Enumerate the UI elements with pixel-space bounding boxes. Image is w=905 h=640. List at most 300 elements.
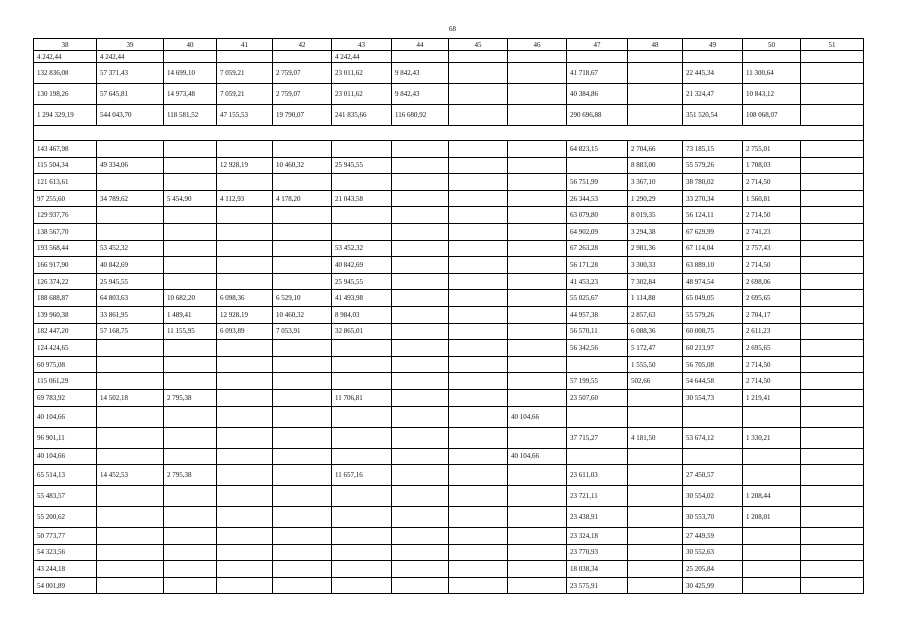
table-cell: 41 718,67 — [567, 63, 628, 84]
table-cell — [392, 157, 449, 174]
table-row — [34, 240, 864, 257]
table-cell — [508, 257, 567, 274]
table-cell — [628, 406, 683, 427]
table-row — [34, 389, 864, 406]
table-cell — [164, 427, 217, 448]
table-row — [34, 561, 864, 578]
table-cell: 502,66 — [628, 373, 683, 390]
table-cell: 9 842,43 — [392, 63, 449, 84]
table-cell — [508, 157, 567, 174]
table-cell: 8 019,35 — [628, 207, 683, 224]
table-cell: 25 945,55 — [332, 157, 392, 174]
table-cell: 2 714,50 — [743, 174, 801, 191]
table-cell — [508, 63, 567, 84]
table-cell: 8 984,03 — [332, 306, 392, 323]
table-cell — [508, 465, 567, 486]
table-cell: 2 695,65 — [743, 340, 801, 357]
table-cell — [449, 577, 508, 594]
table-cell: 38 780,02 — [683, 174, 743, 191]
table-cell — [801, 389, 864, 406]
table-cell: 56 570,11 — [567, 323, 628, 340]
table-row — [34, 577, 864, 594]
table-cell — [332, 577, 392, 594]
table-cell: 1 489,41 — [164, 306, 217, 323]
table-cell — [743, 577, 801, 594]
table-cell — [164, 528, 217, 545]
table-cell — [332, 223, 392, 240]
table-cell: 4 178,20 — [273, 190, 332, 207]
table-cell: 30 554,02 — [683, 486, 743, 507]
table-cell — [392, 174, 449, 191]
table-cell: 2 714,50 — [743, 356, 801, 373]
table-cell — [273, 356, 332, 373]
table-cell — [332, 141, 392, 158]
table-cell — [273, 427, 332, 448]
table-cell — [449, 340, 508, 357]
table-cell — [801, 105, 864, 126]
table-cell — [449, 373, 508, 390]
table-cell — [273, 486, 332, 507]
table-cell — [801, 207, 864, 224]
table-cell — [97, 356, 164, 373]
table-cell — [628, 51, 683, 63]
table-cell — [449, 273, 508, 290]
table-cell — [743, 528, 801, 545]
table-cell: 60 975,08 — [34, 356, 97, 373]
table-cell: 63 889,10 — [683, 257, 743, 274]
table-row — [34, 486, 864, 507]
table-cell — [567, 51, 628, 63]
table-cell: 166 917,90 — [34, 257, 97, 274]
table-cell — [449, 389, 508, 406]
column-header: 51 — [801, 39, 864, 51]
table-cell — [273, 141, 332, 158]
table-cell — [392, 528, 449, 545]
table-cell — [683, 448, 743, 465]
table-cell: 23 011,62 — [332, 63, 392, 84]
table-cell: 25 205,84 — [683, 561, 743, 578]
table-cell: 56 171,28 — [567, 257, 628, 274]
table-cell — [392, 448, 449, 465]
table-row — [34, 290, 864, 307]
table-cell — [97, 544, 164, 561]
table-cell: 10 843,12 — [743, 84, 801, 105]
table-cell — [273, 240, 332, 257]
column-header: 40 — [164, 39, 217, 51]
table-cell — [628, 486, 683, 507]
table-cell: 1 330,21 — [743, 427, 801, 448]
table-cell: 56 124,11 — [683, 207, 743, 224]
table-cell — [273, 561, 332, 578]
table-cell — [392, 190, 449, 207]
table-cell: 351 520,54 — [683, 105, 743, 126]
table-cell: 2 714,50 — [743, 207, 801, 224]
table-cell — [97, 577, 164, 594]
table-cell — [217, 257, 273, 274]
table-cell: 115 504,34 — [34, 157, 97, 174]
table-cell: 129 937,76 — [34, 207, 97, 224]
table-cell: 23 770,93 — [567, 544, 628, 561]
table-cell — [683, 406, 743, 427]
table-cell — [217, 406, 273, 427]
table-cell: 11 155,95 — [164, 323, 217, 340]
table-cell: 11 706,81 — [332, 389, 392, 406]
table-cell: 40 842,69 — [332, 257, 392, 274]
table-cell — [217, 465, 273, 486]
table-cell — [164, 273, 217, 290]
table-cell — [801, 63, 864, 84]
table-cell — [449, 507, 508, 528]
table-cell — [217, 507, 273, 528]
table-cell — [801, 561, 864, 578]
table-cell — [392, 507, 449, 528]
table-cell: 25 945,55 — [97, 273, 164, 290]
table-cell — [164, 544, 217, 561]
table-cell — [97, 373, 164, 390]
table-cell: 1 294 329,19 — [34, 105, 97, 126]
table-cell — [97, 427, 164, 448]
table-cell: 108 068,07 — [743, 105, 801, 126]
table-cell — [508, 207, 567, 224]
table-cell: 2 704,17 — [743, 306, 801, 323]
table-cell — [449, 290, 508, 307]
table-row — [34, 157, 864, 174]
table-cell: 64 803,63 — [97, 290, 164, 307]
table-cell — [801, 577, 864, 594]
table-cell — [801, 51, 864, 63]
table-cell — [449, 105, 508, 126]
table-cell — [392, 544, 449, 561]
table-cell: 32 865,01 — [332, 323, 392, 340]
column-header: 46 — [508, 39, 567, 51]
table-cell: 14 699,10 — [164, 63, 217, 84]
table-cell — [801, 257, 864, 274]
table-row — [34, 51, 864, 63]
table-cell: 41 453,23 — [567, 273, 628, 290]
table-cell — [217, 207, 273, 224]
table-cell — [273, 465, 332, 486]
table-cell — [392, 406, 449, 427]
table-cell — [217, 273, 273, 290]
table-row — [34, 356, 864, 373]
table-cell — [508, 528, 567, 545]
table-cell: 57 645,81 — [97, 84, 164, 105]
table-cell: 6 529,10 — [273, 290, 332, 307]
table-cell — [392, 340, 449, 357]
table-cell: 2 714,50 — [743, 257, 801, 274]
table-cell — [332, 528, 392, 545]
table-cell — [164, 240, 217, 257]
table-cell — [217, 240, 273, 257]
table-cell — [508, 561, 567, 578]
table-cell — [392, 141, 449, 158]
table-cell — [97, 223, 164, 240]
table-cell: 5 454,90 — [164, 190, 217, 207]
table-cell — [508, 427, 567, 448]
table-cell: 14 973,48 — [164, 84, 217, 105]
table-cell: 40 104,66 — [34, 406, 97, 427]
table-cell: 54 323,56 — [34, 544, 97, 561]
table-cell: 4 242,44 — [34, 51, 97, 63]
table-cell: 23 507,60 — [567, 389, 628, 406]
table-cell: 7 302,84 — [628, 273, 683, 290]
table-cell — [392, 465, 449, 486]
table-cell: 53 452,32 — [97, 240, 164, 257]
table-cell: 2 981,36 — [628, 240, 683, 257]
table-cell — [508, 323, 567, 340]
table-cell: 1 555,50 — [628, 356, 683, 373]
table-cell: 40 104,66 — [34, 448, 97, 465]
column-header: 50 — [743, 39, 801, 51]
table-row — [34, 465, 864, 486]
table-cell — [801, 190, 864, 207]
page-number: 68 — [449, 25, 456, 33]
table-cell: 241 835,66 — [332, 105, 392, 126]
table-row — [34, 306, 864, 323]
table-cell: 30 425,99 — [683, 577, 743, 594]
table-cell: 57 371,43 — [97, 63, 164, 84]
table-cell: 33 861,95 — [97, 306, 164, 323]
table-cell — [97, 207, 164, 224]
table-cell: 10 460,32 — [273, 157, 332, 174]
table-cell — [332, 486, 392, 507]
table-cell — [273, 340, 332, 357]
table-cell — [449, 141, 508, 158]
table-cell — [273, 577, 332, 594]
table-cell — [508, 174, 567, 191]
table-cell — [449, 356, 508, 373]
table-row — [34, 174, 864, 191]
table-row — [34, 544, 864, 561]
table-cell — [392, 240, 449, 257]
table-cell — [392, 290, 449, 307]
table-cell — [449, 257, 508, 274]
table-cell — [449, 63, 508, 84]
table-cell: 47 155,53 — [217, 105, 273, 126]
table-cell — [97, 528, 164, 545]
table-cell: 27 449,59 — [683, 528, 743, 545]
table-cell — [97, 507, 164, 528]
table-cell: 5 172,47 — [628, 340, 683, 357]
table-row — [34, 340, 864, 357]
table-cell — [508, 389, 567, 406]
table-cell: 290 696,88 — [567, 105, 628, 126]
table-cell — [508, 340, 567, 357]
table-cell: 55 579,26 — [683, 306, 743, 323]
table-cell — [801, 373, 864, 390]
table-cell — [801, 84, 864, 105]
table-cell — [449, 157, 508, 174]
table-row — [34, 84, 864, 105]
table-cell: 48 974,54 — [683, 273, 743, 290]
table-cell — [628, 448, 683, 465]
column-header: 44 — [392, 39, 449, 51]
table-cell — [392, 577, 449, 594]
column-header: 38 — [34, 39, 97, 51]
table-cell: 12 928,19 — [217, 306, 273, 323]
table-cell: 2 759,07 — [273, 84, 332, 105]
table-cell — [508, 356, 567, 373]
table-cell — [628, 84, 683, 105]
column-header: 48 — [628, 39, 683, 51]
table-cell — [392, 257, 449, 274]
table-cell: 53 674,12 — [683, 427, 743, 448]
table-cell — [392, 223, 449, 240]
table-cell: 60 213,97 — [683, 340, 743, 357]
table-cell — [164, 507, 217, 528]
table-cell — [801, 223, 864, 240]
table-cell — [743, 561, 801, 578]
table-cell: 10 460,32 — [273, 306, 332, 323]
table-cell: 40 104,66 — [508, 448, 567, 465]
table-row — [34, 528, 864, 545]
table-cell — [217, 486, 273, 507]
table-cell: 23 575,91 — [567, 577, 628, 594]
table-cell: 10 682,20 — [164, 290, 217, 307]
table-cell — [164, 561, 217, 578]
table-row — [34, 427, 864, 448]
table-cell — [164, 340, 217, 357]
table-cell: 43 244,18 — [34, 561, 97, 578]
table-cell — [392, 51, 449, 63]
table-cell: 67 263,28 — [567, 240, 628, 257]
table-cell — [567, 356, 628, 373]
table-cell: 12 928,19 — [217, 157, 273, 174]
table-cell — [332, 448, 392, 465]
table-cell: 63 079,80 — [567, 207, 628, 224]
table-cell: 3 367,10 — [628, 174, 683, 191]
table-cell: 124 424,65 — [34, 340, 97, 357]
table-cell — [392, 486, 449, 507]
table-cell — [332, 207, 392, 224]
table-row — [34, 257, 864, 274]
table-cell — [628, 561, 683, 578]
table-cell — [164, 223, 217, 240]
table-cell — [332, 507, 392, 528]
table-cell: 1 219,41 — [743, 389, 801, 406]
table-cell: 182 447,20 — [34, 323, 97, 340]
table-cell — [164, 141, 217, 158]
table-cell — [273, 223, 332, 240]
table-row — [34, 126, 864, 141]
table-cell: 23 438,91 — [567, 507, 628, 528]
table-cell — [164, 486, 217, 507]
table-cell: 22 445,34 — [683, 63, 743, 84]
table-cell — [392, 427, 449, 448]
table-cell — [743, 448, 801, 465]
table-cell: 65 514,13 — [34, 465, 97, 486]
table-cell: 25 945,55 — [332, 273, 392, 290]
table-cell: 2 741,23 — [743, 223, 801, 240]
table-cell: 19 790,07 — [273, 105, 332, 126]
table-cell — [217, 174, 273, 191]
table-cell — [332, 427, 392, 448]
table-cell — [801, 141, 864, 158]
table-cell — [164, 448, 217, 465]
table-cell — [217, 340, 273, 357]
table-cell: 2 698,06 — [743, 273, 801, 290]
table-cell: 11 300,64 — [743, 63, 801, 84]
table-cell: 544 043,70 — [97, 105, 164, 126]
table-cell — [273, 257, 332, 274]
table-cell: 23 324,18 — [567, 528, 628, 545]
table-cell: 60 008,75 — [683, 323, 743, 340]
table-cell — [449, 84, 508, 105]
table-cell: 130 198,26 — [34, 84, 97, 105]
table-cell — [449, 427, 508, 448]
table-cell: 21 043,58 — [332, 190, 392, 207]
table-cell — [392, 561, 449, 578]
column-header: 49 — [683, 39, 743, 51]
table-cell: 1 560,81 — [743, 190, 801, 207]
table-cell — [508, 141, 567, 158]
table-row — [34, 223, 864, 240]
table-cell — [743, 51, 801, 63]
table-cell: 64 902,09 — [567, 223, 628, 240]
table-cell: 34 789,62 — [97, 190, 164, 207]
table-cell: 1 114,88 — [628, 290, 683, 307]
table-cell — [332, 406, 392, 427]
table-cell — [801, 544, 864, 561]
table-cell — [164, 406, 217, 427]
table-cell — [508, 223, 567, 240]
table-cell: 30 553,70 — [683, 507, 743, 528]
table-cell: 30 554,73 — [683, 389, 743, 406]
table-cell — [273, 544, 332, 561]
table-cell — [508, 486, 567, 507]
table-cell — [97, 141, 164, 158]
table-cell — [332, 356, 392, 373]
table-row — [34, 207, 864, 224]
table-cell — [392, 356, 449, 373]
table-cell — [332, 561, 392, 578]
table-cell — [97, 174, 164, 191]
table-cell: 21 324,47 — [683, 84, 743, 105]
table-cell — [164, 51, 217, 63]
table-cell — [449, 323, 508, 340]
table-row — [34, 63, 864, 84]
table-cell — [164, 373, 217, 390]
table-cell — [273, 507, 332, 528]
table-cell: 6 088,36 — [628, 323, 683, 340]
table-row — [34, 105, 864, 126]
table-cell — [217, 427, 273, 448]
table-cell: 96 901,11 — [34, 427, 97, 448]
table-row — [34, 373, 864, 390]
table-cell — [217, 373, 273, 390]
table-cell — [449, 561, 508, 578]
table-cell — [628, 544, 683, 561]
table-cell — [273, 406, 332, 427]
table-cell — [217, 561, 273, 578]
table-cell: 56 705,08 — [683, 356, 743, 373]
table-cell: 73 185,15 — [683, 141, 743, 158]
table-cell: 55 579,26 — [683, 157, 743, 174]
table-cell: 69 783,92 — [34, 389, 97, 406]
table-cell: 4 242,44 — [97, 51, 164, 63]
table-cell — [801, 528, 864, 545]
table-cell: 40 104,66 — [508, 406, 567, 427]
table-cell — [217, 141, 273, 158]
column-header: 47 — [567, 39, 628, 51]
table-cell — [164, 356, 217, 373]
table-cell: 193 568,44 — [34, 240, 97, 257]
table-cell — [508, 544, 567, 561]
header-row — [34, 39, 864, 51]
table-cell: 118 581,52 — [164, 105, 217, 126]
table-cell: 23 611,03 — [567, 465, 628, 486]
table-cell — [628, 63, 683, 84]
